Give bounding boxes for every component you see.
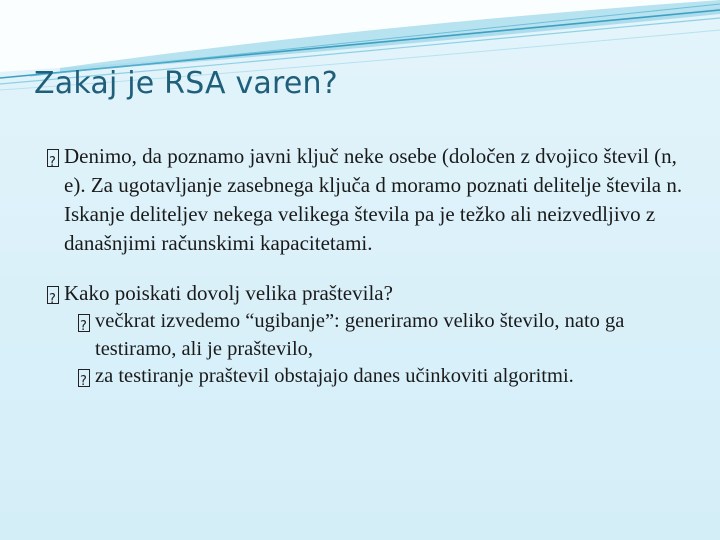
missing-glyph-box-icon [78, 314, 90, 332]
bullet-item [32, 142, 692, 258]
sub-bullet-text: večkrat izvedemo “ugibanje”: generiramo veliko število, nato ga testiramo, ali je praštevilo, [95, 310, 625, 360]
bullet-item [32, 279, 692, 308]
missing-glyph-box-icon [47, 286, 59, 304]
bullet-text: Denimo, da poznamo javni ključ neke osebe (določen z dvojico števil (n, e). Za ugotavljanje zasebnega ključa d moramo poznati delitelje števila n. Iskanje deliteljev nekega velikega števila pa je težko ali neizvedljivo z današnjimi računskimi kapacitetami. [64, 144, 683, 255]
bullet-text: Kako poiskati dovolj velika praštevila? [64, 281, 393, 305]
missing-glyph-box-icon [47, 149, 59, 167]
sub-bullet-item [32, 308, 692, 363]
sub-bullet-text: za testiranje praštevil obstajajo danes učinkoviti algoritmi. [95, 365, 574, 387]
missing-glyph-box-icon [78, 369, 90, 387]
sub-bullet-item [32, 363, 692, 391]
slide-body [32, 142, 692, 391]
slide-title: Zakaj je RSA varen? [34, 66, 338, 101]
